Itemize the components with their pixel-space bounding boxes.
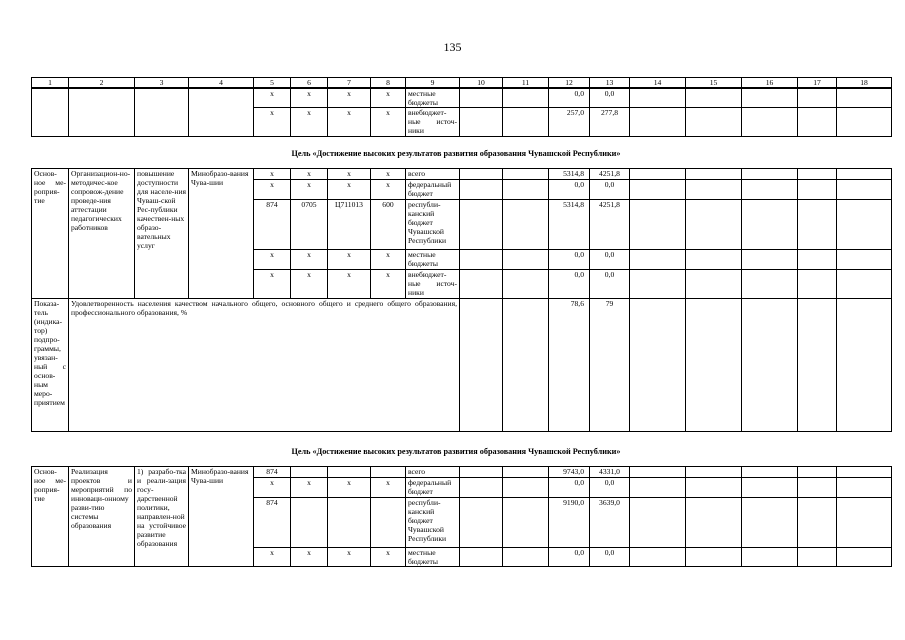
cell xyxy=(630,270,686,299)
cell-source: местные бюджеты xyxy=(406,250,460,270)
cell-v12: 5314,8 xyxy=(549,169,590,180)
cell-source: внебюджет-ные источ-ники xyxy=(406,108,460,137)
page-number: 135 xyxy=(443,40,462,54)
table-continuation xyxy=(31,88,892,137)
responsible: Минобразо-вания Чува-шии xyxy=(189,169,254,299)
cell-c8 xyxy=(371,498,406,548)
cell xyxy=(460,299,503,432)
cell-c7: х xyxy=(328,169,371,180)
cell xyxy=(686,270,742,299)
indicator-text: Удовлетворенность населения качеством начального общего, основного общего и среднего общего образования, профессионального образования, % xyxy=(69,299,460,432)
cell-source: всего xyxy=(406,467,460,478)
cell xyxy=(503,250,549,270)
cell-v12: 0,0 xyxy=(549,180,590,200)
cell-c5: 874 xyxy=(254,467,291,478)
cell xyxy=(189,89,254,137)
cell xyxy=(460,498,503,548)
cell xyxy=(503,180,549,200)
indicator-row xyxy=(32,299,892,432)
cell-v13: 4251,8 xyxy=(590,169,630,180)
cell-c7: х xyxy=(328,478,371,498)
col-num-4: 4 xyxy=(189,78,254,88)
cell xyxy=(798,548,837,567)
cell-source: федеральный бюджет xyxy=(406,478,460,498)
cell xyxy=(460,89,503,108)
cell xyxy=(460,200,503,250)
cell-c7: х xyxy=(328,108,371,137)
cell xyxy=(837,467,892,478)
cell xyxy=(630,89,686,108)
col-num-16: 16 xyxy=(742,78,798,88)
cell xyxy=(742,250,798,270)
cell-c5: х xyxy=(254,270,291,299)
cell-source: местные бюджеты xyxy=(406,89,460,108)
cell xyxy=(742,478,798,498)
cell xyxy=(630,299,686,432)
cell-source: республи-канский бюджет Чувашской Республики xyxy=(406,200,460,250)
cell xyxy=(798,299,837,432)
cell xyxy=(630,250,686,270)
cell xyxy=(742,498,798,548)
cell xyxy=(798,270,837,299)
cell-v13: 0,0 xyxy=(590,270,630,299)
col-num-9: 9 xyxy=(406,78,460,88)
cell-c7 xyxy=(328,467,371,478)
cell-c6 xyxy=(291,498,328,548)
cell-v12: 5314,8 xyxy=(549,200,590,250)
cell xyxy=(503,299,549,432)
cell xyxy=(798,89,837,108)
cell-c8: х xyxy=(371,250,406,270)
cell-v12: 9190,0 xyxy=(549,498,590,548)
cell-v13: 4251,8 xyxy=(590,200,630,250)
cell xyxy=(503,89,549,108)
cell-source: внебюджет-ные источ-ники xyxy=(406,270,460,299)
cell-c8: х xyxy=(371,548,406,567)
cell-c6: х xyxy=(291,478,328,498)
cell-c7: Ц711013 xyxy=(328,200,371,250)
cell-c5: х xyxy=(254,250,291,270)
cell xyxy=(837,498,892,548)
activity-goal: повышение доступности для населе-ния Чуваш-ской Рес-публики качествен-ных образо-вательных услуг xyxy=(135,169,189,299)
cell xyxy=(630,169,686,180)
cell xyxy=(503,270,549,299)
cell xyxy=(837,169,892,180)
indicator-v13: 79 xyxy=(590,299,630,432)
cell-c5: х xyxy=(254,180,291,200)
cell xyxy=(798,180,837,200)
table-row xyxy=(32,467,892,478)
cell xyxy=(630,108,686,137)
cell-c7: х xyxy=(328,89,371,108)
cell-v12: 257,0 xyxy=(549,108,590,137)
cell-c6: х xyxy=(291,270,328,299)
cell xyxy=(686,498,742,548)
cell xyxy=(686,467,742,478)
cell xyxy=(460,270,503,299)
cell-v13: 4331,0 xyxy=(590,467,630,478)
cell xyxy=(798,250,837,270)
cell-c5: 874 xyxy=(254,200,291,250)
table-header xyxy=(31,77,892,88)
cell xyxy=(837,200,892,250)
cell xyxy=(460,169,503,180)
col-num-15: 15 xyxy=(686,78,742,88)
cell xyxy=(686,180,742,200)
cell-c6: х xyxy=(291,169,328,180)
cell-v12: 0,0 xyxy=(549,548,590,567)
cell xyxy=(503,169,549,180)
activity-goal: 1) разрабо-тка и реали-зация госу-дарственной политики, направлен-ной на устойчивое развитие образования xyxy=(135,467,189,567)
cell-source: республи-канский бюджет Чувашской Республики xyxy=(406,498,460,548)
cell-c5: 874 xyxy=(254,498,291,548)
cell xyxy=(503,498,549,548)
cell xyxy=(742,270,798,299)
cell xyxy=(460,467,503,478)
cell-v12: 0,0 xyxy=(549,270,590,299)
cell xyxy=(837,89,892,108)
col-num-2: 2 xyxy=(69,78,135,88)
cell-v13: 277,8 xyxy=(590,108,630,137)
cell-c7: х xyxy=(328,250,371,270)
responsible: Минобразо-вания Чува-шии xyxy=(189,467,254,567)
cell-c7: х xyxy=(328,180,371,200)
cell-c5: х xyxy=(254,89,291,108)
cell-v13: 0,0 xyxy=(590,89,630,108)
cell-v12: 0,0 xyxy=(549,478,590,498)
cell-c8: 600 xyxy=(371,200,406,250)
cell-c8: х xyxy=(371,89,406,108)
cell xyxy=(686,89,742,108)
cell-c8: х xyxy=(371,478,406,498)
cell-c6: 0705 xyxy=(291,200,328,250)
cell xyxy=(837,548,892,567)
cell xyxy=(630,180,686,200)
cell xyxy=(798,498,837,548)
cell xyxy=(742,467,798,478)
cell xyxy=(837,180,892,200)
cell-c8: х xyxy=(371,270,406,299)
indicator-label: Показа-тель (индика-тор) подпро-граммы, увязан-ный с основ-ным меро-приятием xyxy=(32,299,69,432)
activity-type: Основ-ное ме-роприя-тие xyxy=(32,169,69,299)
cell xyxy=(503,478,549,498)
cell xyxy=(69,89,135,137)
cell xyxy=(630,467,686,478)
cell xyxy=(503,548,549,567)
cell xyxy=(686,478,742,498)
cell xyxy=(837,250,892,270)
cell-source: местные бюджеты xyxy=(406,548,460,567)
activity-name: Организацион-но-методичес-кое сопровож-дение проведе-ния аттестации педагогических работников xyxy=(69,169,135,299)
table-block-2 xyxy=(31,466,892,567)
cell xyxy=(742,548,798,567)
cell-c7 xyxy=(328,498,371,548)
cell xyxy=(686,200,742,250)
cell-c8: х xyxy=(371,169,406,180)
cell-c8 xyxy=(371,467,406,478)
goal-heading: Цель «Достижение высоких результатов развития образования Чувашской Республики» xyxy=(291,447,621,456)
cell xyxy=(460,250,503,270)
cell xyxy=(742,89,798,108)
cell xyxy=(460,108,503,137)
cell-c8: х xyxy=(371,180,406,200)
cell xyxy=(742,299,798,432)
cell xyxy=(32,89,69,137)
cell-c6: х xyxy=(291,108,328,137)
table-row xyxy=(32,169,892,180)
col-num-11: 11 xyxy=(503,78,549,88)
cell xyxy=(686,108,742,137)
cell xyxy=(460,548,503,567)
col-num-13: 13 xyxy=(590,78,630,88)
col-num-17: 17 xyxy=(798,78,837,88)
column-number-row xyxy=(32,78,892,88)
cell xyxy=(742,108,798,137)
cell-c6 xyxy=(291,467,328,478)
cell-source: федеральный бюджет xyxy=(406,180,460,200)
cell-c6: х xyxy=(291,180,328,200)
cell xyxy=(503,108,549,137)
cell-source: всего xyxy=(406,169,460,180)
cell-v13: 0,0 xyxy=(590,250,630,270)
cell xyxy=(837,270,892,299)
col-num-3: 3 xyxy=(135,78,189,88)
cell-v13: 0,0 xyxy=(590,180,630,200)
cell xyxy=(135,89,189,137)
col-num-10: 10 xyxy=(460,78,503,88)
cell-c7: х xyxy=(328,270,371,299)
cell xyxy=(837,478,892,498)
cell-c5: х xyxy=(254,478,291,498)
cell xyxy=(503,467,549,478)
cell-c7: х xyxy=(328,548,371,567)
cell xyxy=(798,467,837,478)
cell xyxy=(686,169,742,180)
cell-v13: 0,0 xyxy=(590,548,630,567)
cell xyxy=(798,169,837,180)
table-row xyxy=(32,89,892,108)
cell xyxy=(742,180,798,200)
cell xyxy=(630,548,686,567)
cell xyxy=(686,299,742,432)
cell xyxy=(837,299,892,432)
cell-c5: х xyxy=(254,108,291,137)
cell xyxy=(742,200,798,250)
cell xyxy=(630,498,686,548)
cell-v12: 0,0 xyxy=(549,250,590,270)
cell xyxy=(798,108,837,137)
cell-v13: 0,0 xyxy=(590,478,630,498)
col-num-7: 7 xyxy=(328,78,371,88)
cell xyxy=(798,200,837,250)
cell-c6: х xyxy=(291,250,328,270)
cell-c5: х xyxy=(254,169,291,180)
col-num-1: 1 xyxy=(32,78,69,88)
cell xyxy=(686,250,742,270)
col-num-6: 6 xyxy=(291,78,328,88)
col-num-12: 12 xyxy=(549,78,590,88)
activity-name: Реализация проектов и мероприятий по инноваци-онному разви-тию системы образования xyxy=(69,467,135,567)
col-num-8: 8 xyxy=(371,78,406,88)
cell xyxy=(460,478,503,498)
activity-type: Основ-ное ме-роприя-тие xyxy=(32,467,69,567)
cell xyxy=(630,200,686,250)
col-num-5: 5 xyxy=(254,78,291,88)
cell xyxy=(798,478,837,498)
cell-c5: х xyxy=(254,548,291,567)
table-block-1 xyxy=(31,168,892,432)
cell xyxy=(742,169,798,180)
cell-v12: 9743,0 xyxy=(549,467,590,478)
cell-v12: 0,0 xyxy=(549,89,590,108)
indicator-v12: 78,6 xyxy=(549,299,590,432)
cell xyxy=(503,200,549,250)
cell xyxy=(686,548,742,567)
cell xyxy=(837,108,892,137)
cell-c6: х xyxy=(291,89,328,108)
cell xyxy=(630,478,686,498)
cell-c8: х xyxy=(371,108,406,137)
cell xyxy=(460,180,503,200)
col-num-18: 18 xyxy=(837,78,892,88)
cell-v13: 3639,0 xyxy=(590,498,630,548)
col-num-14: 14 xyxy=(630,78,686,88)
goal-heading: Цель «Достижение высоких результатов развития образования Чувашской Республики» xyxy=(291,149,621,158)
cell-c6: х xyxy=(291,548,328,567)
